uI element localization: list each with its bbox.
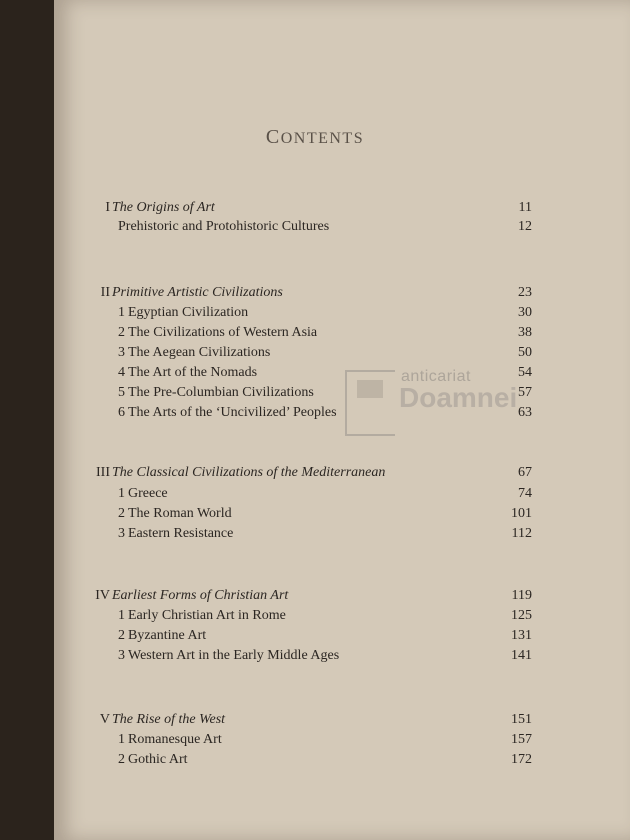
section-number: 2 bbox=[118, 506, 125, 521]
section-row bbox=[0, 752, 630, 772]
section-title: The Pre-Columbian Civilizations bbox=[128, 385, 314, 400]
books-icon bbox=[357, 380, 383, 398]
section-row bbox=[0, 506, 630, 526]
chapter-title: The Rise of the West bbox=[112, 712, 226, 727]
section-row bbox=[0, 385, 630, 405]
page-number: 12 bbox=[518, 219, 532, 234]
watermark bbox=[345, 368, 518, 413]
section-row bbox=[0, 628, 630, 648]
section-title: Prehistoric and Protohistoric Cultures bbox=[118, 219, 330, 234]
section-title: Eastern Resistance bbox=[128, 526, 234, 541]
section-title: Western Art in the Early Middle Ages bbox=[128, 648, 340, 663]
section-number: 2 bbox=[118, 752, 125, 767]
section-number: 2 bbox=[118, 628, 125, 643]
page-number: 67 bbox=[518, 465, 532, 480]
section-number: 1 bbox=[118, 732, 125, 747]
section-number: 3 bbox=[118, 648, 125, 663]
section-row bbox=[0, 365, 630, 385]
page-number: 101 bbox=[511, 506, 532, 521]
section-title: The Civilizations of Western Asia bbox=[128, 325, 318, 340]
page-number: 11 bbox=[518, 200, 532, 215]
section-title: Egyptian Civilization bbox=[128, 305, 249, 320]
section-number: 1 bbox=[118, 305, 125, 320]
page-number: 74 bbox=[518, 486, 532, 501]
section-number: 1 bbox=[118, 608, 125, 623]
section-row bbox=[0, 325, 630, 345]
chapter-title: The Origins of Art bbox=[112, 200, 215, 215]
page-number: 125 bbox=[511, 608, 532, 623]
page-number: 54 bbox=[518, 365, 532, 380]
section-row bbox=[0, 486, 630, 506]
section-row bbox=[0, 732, 630, 752]
page-number: 157 bbox=[511, 732, 532, 747]
chapter-row bbox=[0, 285, 630, 305]
page-number: 50 bbox=[518, 345, 532, 360]
section-number: 3 bbox=[118, 526, 125, 541]
section-title: Byzantine Art bbox=[128, 628, 207, 643]
page-title: CONTENTS bbox=[265, 126, 365, 148]
page-number: 131 bbox=[511, 628, 532, 643]
page-number: 119 bbox=[511, 588, 532, 603]
chapter-title: Primitive Artistic Civilizations bbox=[112, 285, 283, 300]
section-row bbox=[0, 219, 630, 239]
section-row bbox=[0, 345, 630, 365]
chapter-number: II bbox=[100, 285, 110, 300]
chapter-number: IV bbox=[95, 588, 110, 603]
section-row bbox=[0, 648, 630, 668]
section-row bbox=[0, 608, 630, 628]
chapter-title: Earliest Forms of Christian Art bbox=[112, 588, 289, 603]
section-number: 6 bbox=[118, 405, 125, 420]
page-number: 151 bbox=[511, 712, 532, 727]
section-row bbox=[0, 526, 630, 546]
chapter-title: The Classical Civilizations of the Mediterranean bbox=[112, 465, 386, 480]
section-title: Gothic Art bbox=[128, 752, 188, 767]
chapter-number: V bbox=[99, 712, 110, 727]
page-number: 38 bbox=[518, 325, 532, 340]
section-number: 3 bbox=[118, 345, 125, 360]
page-number: 172 bbox=[511, 752, 532, 767]
chapter-row bbox=[0, 588, 630, 608]
section-title: The Art of the Nomads bbox=[128, 365, 258, 380]
section-title: The Roman World bbox=[128, 506, 232, 521]
chapter-row bbox=[0, 465, 630, 485]
section-number: 5 bbox=[118, 385, 125, 400]
page-number: 63 bbox=[518, 405, 532, 420]
section-number: 1 bbox=[118, 486, 125, 501]
section-row bbox=[0, 305, 630, 325]
chapter-row bbox=[0, 200, 630, 220]
section-row bbox=[0, 405, 630, 425]
page-number: 112 bbox=[511, 526, 532, 541]
section-number: 2 bbox=[118, 325, 125, 340]
chapter-row bbox=[0, 712, 630, 732]
watermark-text-large: Doamnei bbox=[399, 382, 518, 413]
section-number: 4 bbox=[118, 365, 125, 380]
page-number: 57 bbox=[518, 385, 532, 400]
page-number: 141 bbox=[511, 648, 532, 663]
section-title: The Aegean Civilizations bbox=[128, 345, 271, 360]
section-title: Greece bbox=[128, 486, 168, 501]
section-title: Romanesque Art bbox=[128, 732, 222, 747]
chapter-number: III bbox=[96, 465, 110, 480]
watermark-text-small: anticariat bbox=[401, 368, 471, 385]
section-title: Early Christian Art in Rome bbox=[128, 608, 286, 623]
section-title: The Arts of the ‘Uncivilized’ Peoples bbox=[128, 405, 337, 420]
chapter-number: I bbox=[105, 200, 110, 215]
page-number: 30 bbox=[518, 305, 532, 320]
page-number: 23 bbox=[518, 285, 532, 300]
